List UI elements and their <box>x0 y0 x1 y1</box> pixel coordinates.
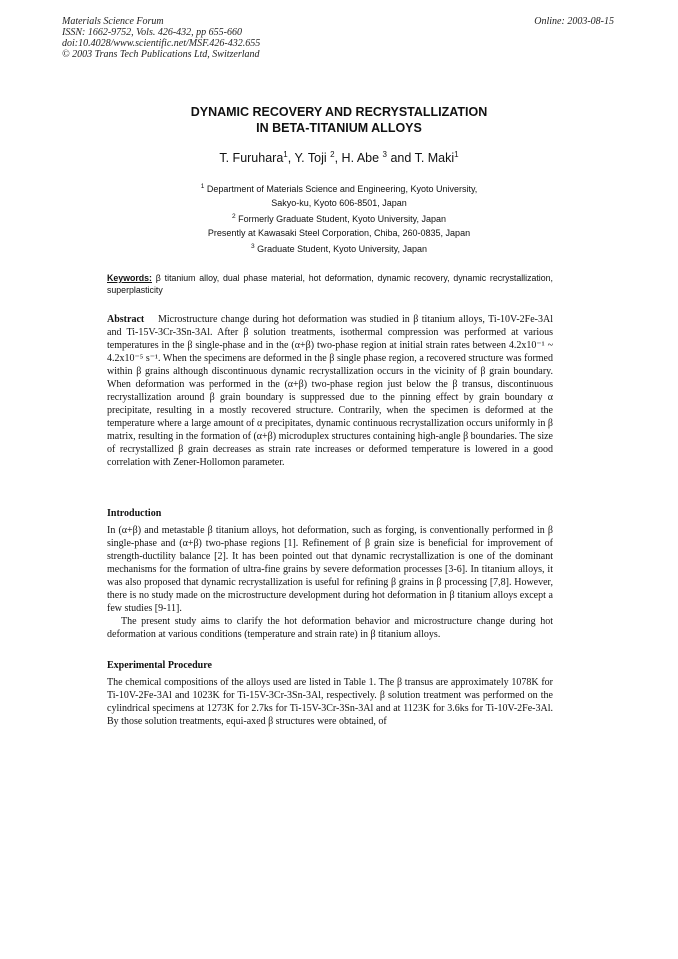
experimental-paragraph-1: The chemical compositions of the alloys used are listed in Table 1. The β transus are approximately 1078K for Ti-10V-2Fe-3Al and 1023K for Ti-15V-3Cr-3Sn-3Al, respectively. β solution treatment was performed on the cylindrical specimens at 1273K for 2.7ks for Ti-15V-3Cr-3Sn-3Al and at 1123K for 3.6ks for Ti-10V-2Fe-3Al. By those solution treatments, equi-axed β structures were obtained, of <box>107 677 553 727</box>
affiliation-2-line-1: Formerly Graduate Student, Kyoto University, Japan <box>238 214 447 225</box>
author-list <box>0 150 678 165</box>
keywords-label: Keywords: <box>107 273 152 283</box>
introduction-heading: Introduction <box>107 508 162 519</box>
issn-line: ISSN: 1662-9752, Vols. 426-432, pp 655-660 <box>62 27 242 38</box>
introduction-paragraph-2: The present study aims to clarify the hot deformation behavior and microstructure change during hot deformation at various conditions (temperature and strain rate) in β titanium alloys. <box>107 616 553 640</box>
title-line-1: DYNAMIC RECOVERY AND RECRYSTALLIZATION <box>190 105 488 119</box>
affiliation-2-sup: 2 <box>231 213 236 221</box>
abstract <box>107 313 553 469</box>
author-1: T. Furuhara <box>219 151 284 166</box>
abstract-label: Abstract <box>107 314 145 325</box>
affiliation-2 <box>0 210 678 227</box>
author-2: , Y. Toji <box>287 151 331 166</box>
author-4-sup: 1 <box>454 150 459 159</box>
affiliations <box>0 180 678 257</box>
affiliation-1-line-1: Department of Materials Science and Engineering, Kyoto University, <box>206 184 478 194</box>
affiliation-1-sup: 1 <box>200 183 205 190</box>
copyright-line: © 2003 Trans Tech Publications Ltd, Switzerland <box>62 49 260 60</box>
experimental-body <box>107 676 553 728</box>
affiliation-1-line-2: Sakyo-ku, Kyoto 606-8501, Japan <box>271 197 407 208</box>
author-3-sup: 3 <box>382 150 387 159</box>
introduction-body <box>107 524 553 641</box>
affiliation-1 <box>0 180 678 197</box>
author-1-sup: 1 <box>283 150 288 159</box>
affiliation-3-line-1: Graduate Student, Kyoto University, Japan <box>257 244 428 255</box>
title-line-2: IN BETA-TITANIUM ALLOYS <box>256 121 422 135</box>
author-3: , H. Abe <box>334 151 383 166</box>
online-date: Online: 2003-08-15 <box>534 16 614 27</box>
affiliation-3-sup: 3 <box>250 243 255 251</box>
author-2-sup: 2 <box>330 150 335 159</box>
affiliation-3 <box>0 240 678 257</box>
journal-meta <box>62 16 260 60</box>
affiliation-2-line-2: Presently at Kawasaki Steel Corporation, Chiba, 260-0835, Japan <box>207 227 471 238</box>
paper-title <box>0 104 678 136</box>
introduction-paragraph-1: In (α+β) and metastable β titanium alloys, hot deformation, such as forging, is conventionally performed in β single-phase and (α+β) two-phase regions [1]. Refinement of β grain size is beneficial for improvement of strength-ductility balance [2]. It has been pointed out that dynamic recrystallization is one of the dominant mechanisms for the formation of ultra-fine grains by severe deformation processes [3-6]. In titanium alloys, it was also proposed that dynamic recrystallization is useful for refining β grains in β processing [7,8]. However, there is no study made on the microstructure development during hot deformation in β titanium alloys except a few studies [9-11]. <box>107 525 553 614</box>
keywords <box>107 272 553 296</box>
doi-line: doi:10.4028/www.scientific.net/MSF.426-432.655 <box>62 38 261 49</box>
abstract-text: Microstructure change during hot deformation was studied in β titanium alloys, Ti-10V-2Fe-3Al and Ti-15V-3Cr-3Sn-3Al. After β solution treatments, isothermal compression was performed at various temperatures in the β single-phase and in the (α+β) two-phase region at initial strain rates between 4.2x10⁻¹ ~ 4.2x10⁻⁵ s⁻¹. When the specimens are deformed in the β single phase region, a recovered structure was formed within β grains although discontinuous dynamic recrystallization occurs in the vicinity of β grain boundary. When deformation was performed in the (α+β) two-phase region just below the β transus, discontinuous recrystallization around β grain boundary is suppressed due to the pinning effect by grain boundary α precipitate, resulting in a mostly recovered structure. Contrarily, when the specimen is deformed at the temperature where a large amount of α precipitates, dynamic continuous recrystallization occurs uniformly in β matrix, resulting in the formation of (α+β) microduplex structures containing high-angle β boundaries. The size of recrystallized β grain decreases as strain rate increases or deformed temperature is lowered in a good correlation with Zener-Hollomon parameter. <box>107 314 553 468</box>
journal-name: Materials Science Forum <box>62 16 164 27</box>
experimental-heading: Experimental Procedure <box>107 660 212 671</box>
author-4: and T. Maki <box>387 151 455 166</box>
keywords-text: β titanium alloy, dual phase material, hot deformation, dynamic recovery, dynamic recrystallization, superplasticity <box>107 273 553 295</box>
